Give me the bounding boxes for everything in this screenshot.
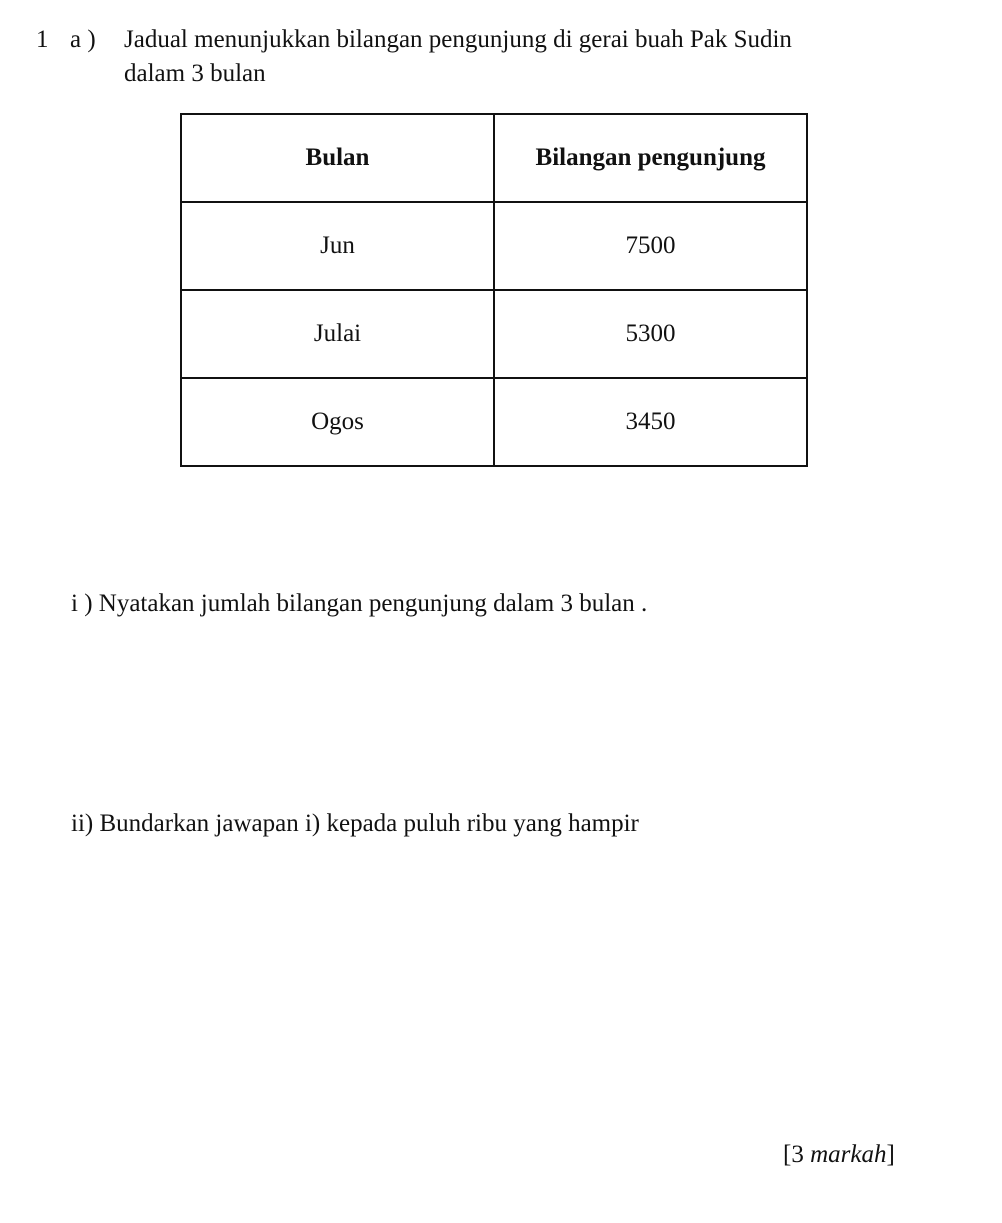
subquestion-i: i ) Nyatakan jumlah bilangan pengunjung dalam 3 bulan . <box>71 590 648 617</box>
visitors-table <box>180 113 808 467</box>
marks-label <box>783 1141 895 1169</box>
month-cell: Julai <box>181 290 494 378</box>
table-row <box>181 378 807 466</box>
month-cell: Ogos <box>181 378 494 466</box>
header-month: Bulan <box>181 114 494 202</box>
table-header-row <box>181 114 807 202</box>
marks-close: ] <box>886 1141 895 1168</box>
table-row <box>181 290 807 378</box>
question-number: 1 <box>36 26 49 53</box>
visitor-count-cell: 5300 <box>494 290 807 378</box>
table-row <box>181 202 807 290</box>
question-part-label: a ) <box>70 26 96 53</box>
question-intro-line-2: dalam 3 bulan <box>124 60 266 87</box>
visitor-count-cell: 3450 <box>494 378 807 466</box>
marks-open: [3 <box>783 1141 811 1168</box>
month-cell: Jun <box>181 202 494 290</box>
question-intro-line-1: Jadual menunjukkan bilangan pengunjung di gerai buah Pak Sudin <box>124 26 792 53</box>
subquestion-ii: ii) Bundarkan jawapan i) kepada puluh ribu yang hampir <box>71 810 639 837</box>
header-visitor-count: Bilangan pengunjung <box>494 114 807 202</box>
visitor-count-cell: 7500 <box>494 202 807 290</box>
marks-word: markah <box>810 1141 887 1168</box>
